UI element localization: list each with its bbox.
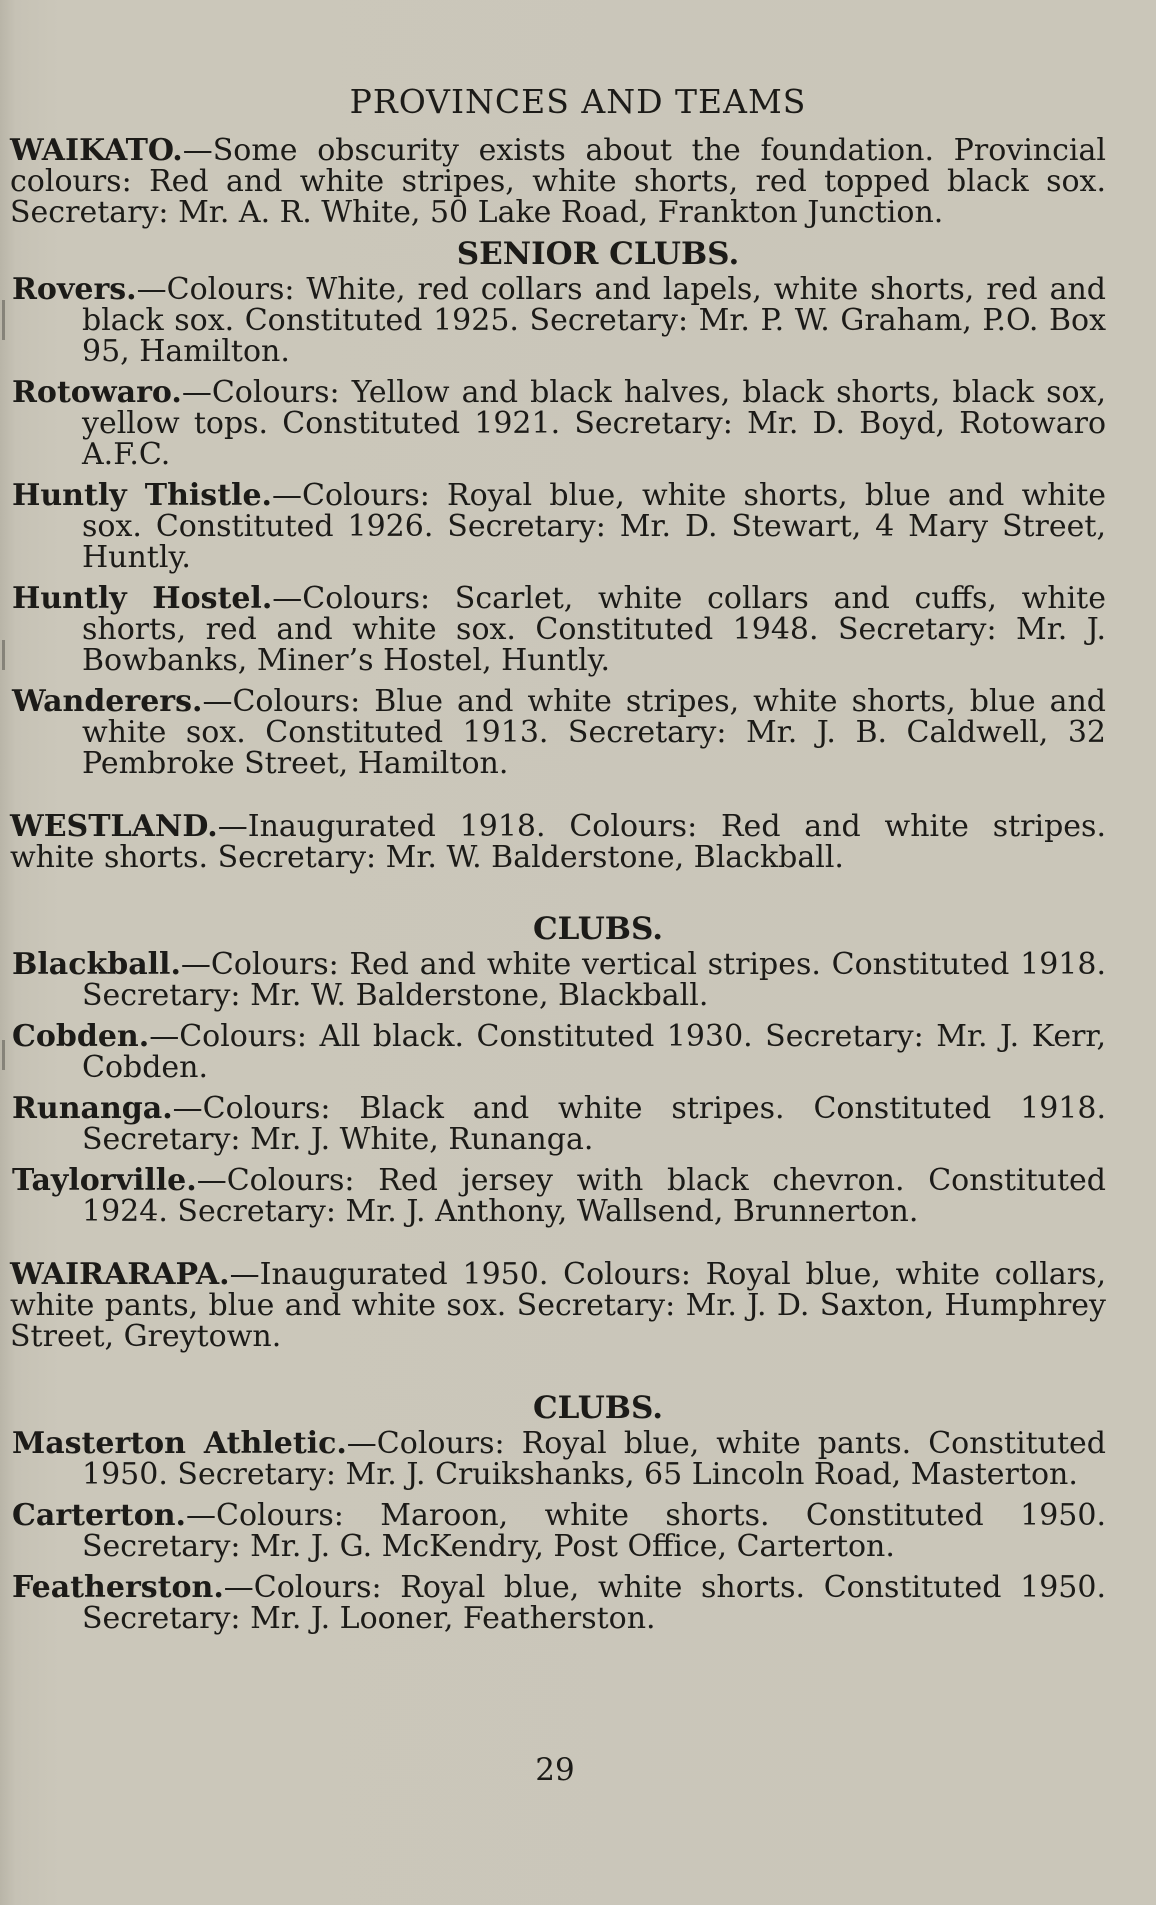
province-description: —Inaugurated 1950. Colours: Royal blue, white collars, white pants, blue and white sox. Secretary: Mr. J. D. Saxton, Humphrey Street, Greytown. [10,1257,1106,1354]
club-entry-taylorville [12,1165,1106,1227]
club-entry-huntly-thistle [12,480,1106,573]
club-entry-carterton [12,1500,1106,1562]
club-name: Rovers. [12,272,137,307]
province-waikato [10,135,1106,228]
province-wairarapa [10,1259,1106,1352]
province-westland [10,811,1106,873]
province-name: WESTLAND. [10,809,218,844]
club-description: —Colours: Blue and white stripes, white shorts, blue and white sox. Constituted 1913. Secretary: Mr. J. B. Caldwell, 32 Pembroke Street, Hamilton. [82,684,1106,781]
club-entry-cobden [12,1021,1106,1083]
province-name: WAIKATO. [10,133,183,168]
club-name: Masterton Athletic. [12,1426,347,1461]
club-description: —Colours: Maroon, white shorts. Constituted 1950. Secretary: Mr. J. G. McKendry, Post Office, Carterton. [82,1498,1106,1564]
club-name: Cobden. [12,1019,150,1054]
club-entry-masterton-athletic [12,1428,1106,1490]
club-name: Blackball. [12,947,181,982]
club-description: —Colours: Yellow and black halves, black shorts, black sox, yellow tops. Constituted 1921. Secretary: Mr. D. Boyd, Rotowaro A.F.C. [82,375,1106,472]
club-name: Wanderers. [12,684,203,719]
club-description: —Colours: Red and white vertical stripes. Constituted 1918. Secretary: Mr. W. Balderstone, Blackball. [82,947,1106,1013]
club-name: Featherston. [12,1570,224,1605]
club-description: —Colours: Black and white stripes. Constituted 1918. Secretary: Mr. J. White, Runanga. [82,1091,1106,1157]
page-content [0,82,1156,1644]
spacer [0,881,1156,903]
club-entry-runanga [12,1093,1106,1155]
club-name: Rotowaro. [12,375,182,410]
club-entry-wanderers [12,686,1106,779]
club-name: Carterton. [12,1498,186,1533]
club-description: —Colours: Royal blue, white pants. Constituted 1950. Secretary: Mr. J. Cruikshanks, 65 Lincoln Road, Masterton. [82,1426,1106,1492]
province-description: —Inaugurated 1918. Colours: Red and white stripes. white shorts. Secretary: Mr. W. Balderstone, Blackball. [10,809,1106,875]
club-name: Runanga. [12,1091,173,1126]
spacer [0,1360,1156,1382]
club-name: Huntly Hostel. [12,581,273,616]
spacer [0,1237,1156,1259]
club-description: —Colours: Scarlet, white collars and cuffs, white shorts, red and white sox. Constituted 1948. Secretary: Mr. J. Bowbanks, Miner’s Hostel, Huntly. [82,581,1106,678]
club-name: Taylorville. [12,1163,197,1198]
section-heading-clubs: CLUBS. [532,911,664,947]
spacer [0,789,1156,811]
club-description: —Colours: White, red collars and lapels, white shorts, red and black sox. Constituted 1925. Secretary: Mr. P. W. Graham, P.O. Box 95, Hamilton. [82,272,1106,369]
club-entry-blackball [12,949,1106,1011]
club-description: —Colours: Royal blue, white shorts. Constituted 1950. Secretary: Mr. J. Looner, Featherston. [82,1570,1106,1636]
club-entry-featherston [12,1572,1106,1634]
club-entry-rotowaro [12,377,1106,470]
club-entry-huntly-hostel [12,583,1106,676]
province-name: WAIRARAPA. [10,1257,230,1292]
club-description: —Colours: All black. Constituted 1930. Secretary: Mr. J. Kerr, Cobden. [82,1019,1106,1085]
section-heading-senior-clubs: SENIOR CLUBS. [456,236,740,272]
club-description: —Colours: Red jersey with black chevron. Constituted 1924. Secretary: Mr. J. Anthony, Wallsend, Brunnerton. [82,1163,1106,1229]
club-description: —Colours: Royal blue, white shorts, blue and white sox. Constituted 1926. Secretary: Mr. D. Stewart, 4 Mary Street, Huntly. [82,478,1106,575]
page-title: PROVINCES AND TEAMS [349,82,807,121]
club-entry-rovers [12,274,1106,367]
page-number: 29 [535,1752,575,1788]
club-name: Huntly Thistle. [12,478,272,513]
province-description: —Some obscurity exists about the foundation. Provincial colours: Red and white stripes, white shorts, red topped black sox. Secretary: Mr. A. R. White, 50 Lake Road, Frankton Junction. [10,133,1106,230]
section-heading-clubs: CLUBS. [532,1390,664,1426]
